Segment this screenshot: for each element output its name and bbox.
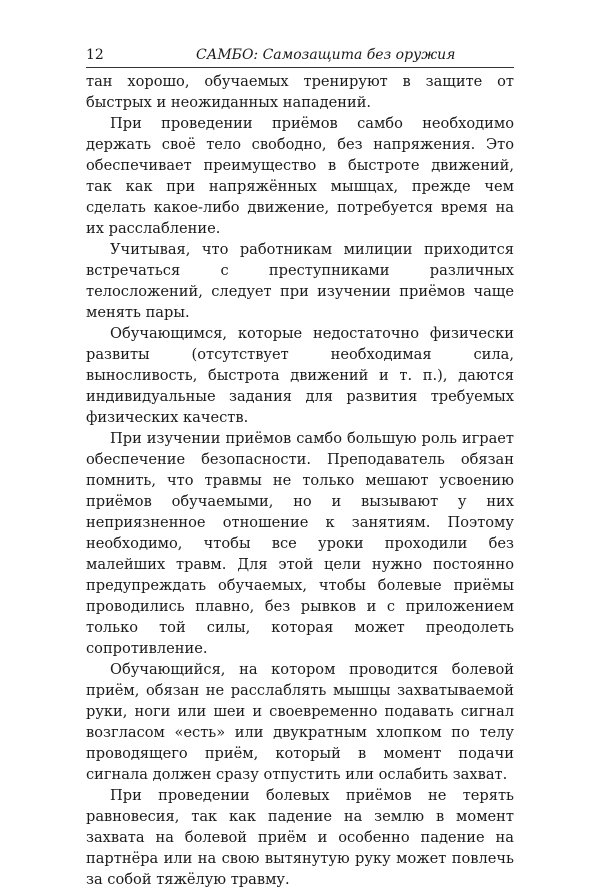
paragraph-relaxation: При проведении приёмов самбо необходимо держать своё тело свободно, без напряжения. Это обеспечивает преимущество в быстроте движений, так как при напряжённых мышцах, прежде чем сделать какое-либо движение, потребуется время на их расслабление. [86,115,514,237]
paragraph-change-partners: Учитывая, что работникам милиции приходится встречаться с преступниками различных телосложений, следует при изучении приёмов чаще менять пары. [86,241,514,321]
paragraph-safety: При изучении приёмов самбо большую роль играет обеспечение безопасности. Преподаватель обязан помнить, что травмы не только мешают усвоению приёмов обучаемыми, но и вызывают у них неприязненное отношение к занятиям. Поэтому необходимо, чтобы все уроки проходили без малейших травм. Для этой цели нужно постоянно предупреждать обучаемых, чтобы болевые приёмы проводились плавно, без рывков и с приложением только той силы, которая может преодолеть сопротивление. [86,430,514,657]
header-rule [86,67,514,68]
paragraph-signal: Обучающийся, на котором проводится болевой приём, обязан не расслаблять мышцы захватываемой руки, ноги или шеи и своевременно подавать сигнал возгласом «есть» или двукратным хлопком по телу проводящего приём, который в момент подачи сигнала должен сразу отпустить или ослабить захват. [86,661,514,783]
running-title: САМБО: Самозащита без оружия [196,47,456,63]
page-number: 12 [86,47,104,63]
paragraph-balance: При проведении болевых приёмов не терять равновесия, так как падение на землю в момент захвата на болевой приём и особенно падение на партнёра или на свою вытянутую руку может повлечь за собой тяжёлую травму. [86,787,514,888]
book-page [86,44,514,890]
paragraph-individual-tasks: Обучающимся, которые недостаточно физически развиты (отсутствует необходимая сила, выносливость, быстрота движений и т. п.), даются индивидуальные задания для развития требуемых физических качеств. [86,325,514,426]
body-text [86,71,514,890]
running-head [86,44,514,66]
paragraph-continued: тан хорошо, обучаемых тренируют в защите от быстрых и неожиданных нападений. [86,73,514,111]
